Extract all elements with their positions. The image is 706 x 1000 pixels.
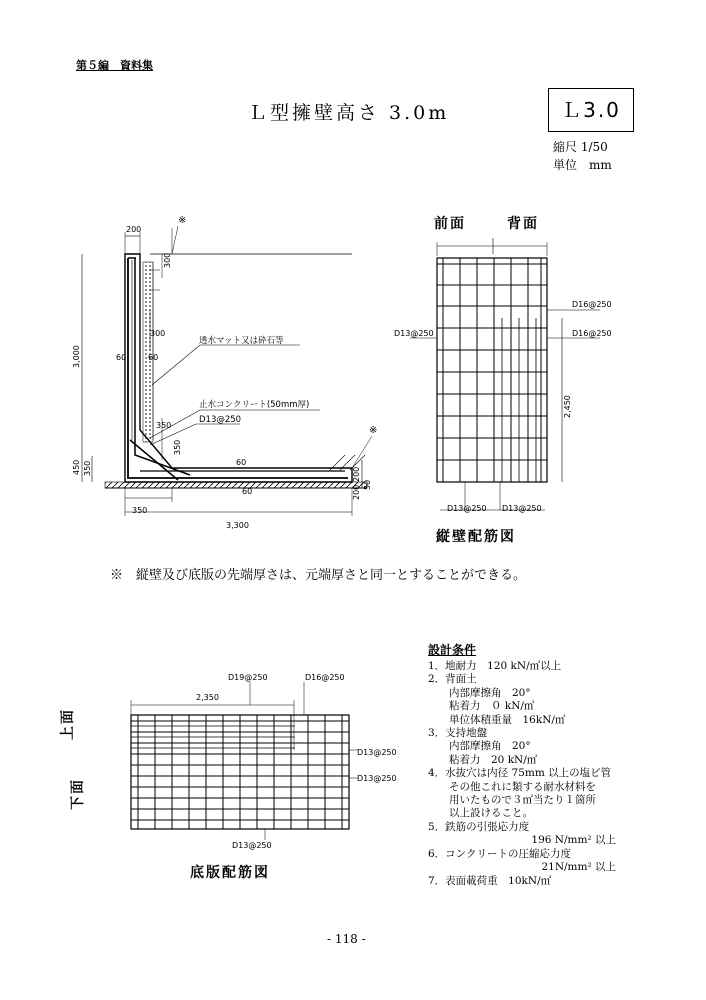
condition-line: 7．表面載荷重 10kN/㎡ <box>428 874 552 887</box>
page-title: Ｌ型擁壁高さ 3.0m <box>248 102 450 124</box>
page-number: - 118 - <box>327 932 366 946</box>
svg-text:前面: 前面 <box>434 216 466 232</box>
svg-text:2,450: 2,450 <box>563 395 572 418</box>
condition-line: 6．コンクリートの圧縮応力度 <box>428 847 571 860</box>
condition-line: 21N/mm² 以上 <box>541 861 616 874</box>
condition-line: 5．鉄筋の引張応力度 <box>428 820 530 833</box>
svg-text:D16@250: D16@250 <box>572 300 612 309</box>
drain-mat <box>143 262 153 442</box>
svg-text:D13@250: D13@250 <box>199 415 242 425</box>
svg-text:下面: 下面 <box>70 778 86 810</box>
condition-line: 3．支持地盤 <box>428 727 488 740</box>
svg-text:300: 300 <box>163 252 172 268</box>
base-slab-labels <box>60 673 397 881</box>
condition-line: 粘着力 ０ kN/㎡ <box>428 700 535 713</box>
svg-text:上面: 上面 <box>60 708 76 740</box>
vertical-wall-view <box>410 238 600 510</box>
svg-text:D13@250: D13@250 <box>357 748 397 757</box>
leveling-concrete <box>105 482 367 488</box>
svg-text:縦壁配筋図: 縦壁配筋図 <box>436 529 516 545</box>
condition-line: 内部摩擦角 20° <box>428 740 531 753</box>
svg-text:3,000: 3,000 <box>72 345 81 368</box>
drawing-code: Ｌ3.0 <box>548 88 634 132</box>
conditions-title: 設計条件 <box>428 643 477 657</box>
svg-text:D13@250: D13@250 <box>394 329 434 338</box>
base-slab-view <box>131 682 358 840</box>
note-text: ※ 縦壁及び底版の先端厚さは、元端厚さと同一とすることができる。 <box>110 568 527 583</box>
unit-text: 単位 mm <box>553 158 612 172</box>
svg-text:60: 60 <box>242 487 253 496</box>
svg-text:D16@250: D16@250 <box>305 673 345 682</box>
condition-line: 2．背面土 <box>428 673 477 686</box>
condition-line: 粘着力 20 kN/㎡ <box>428 753 538 766</box>
svg-text:透水マット又は砕石等: 透水マット又は砕石等 <box>199 336 284 346</box>
svg-text:止水コンクリート(50mm厚): 止水コンクリート(50mm厚) <box>199 400 310 410</box>
condition-line: 内部摩擦角 20° <box>428 686 531 699</box>
svg-text:350: 350 <box>156 421 172 430</box>
svg-text:60: 60 <box>236 458 247 467</box>
wall-outline <box>125 254 352 482</box>
svg-text:D13@250: D13@250 <box>357 774 397 783</box>
condition-line: 以上設けること。 <box>428 807 533 820</box>
svg-text:D13@250: D13@250 <box>447 504 487 513</box>
svg-text:50: 50 <box>363 479 372 490</box>
svg-text:2,350: 2,350 <box>196 693 219 702</box>
svg-text:300: 300 <box>150 329 166 338</box>
condition-line: 単位体積重量 16kN/㎥ <box>428 713 566 726</box>
svg-text:450: 450 <box>72 459 81 475</box>
svg-text:D13@250: D13@250 <box>232 841 272 850</box>
svg-text:背面: 背面 <box>507 216 539 232</box>
section-label: 第５編 資料集 <box>76 59 153 72</box>
svg-text:200: 200 <box>352 484 361 500</box>
svg-text:350: 350 <box>173 439 182 455</box>
svg-text:D19@250: D19@250 <box>228 673 268 682</box>
svg-text:※: ※ <box>369 425 378 436</box>
section-view <box>82 226 372 516</box>
svg-text:D13@250: D13@250 <box>502 504 542 513</box>
svg-text:350: 350 <box>132 506 148 515</box>
svg-text:D16@250: D16@250 <box>572 329 612 338</box>
svg-text:底版配筋図: 底版配筋図 <box>190 865 270 881</box>
svg-text:3,300: 3,300 <box>226 521 249 530</box>
condition-line: 196 N/mm² 以上 <box>531 834 616 847</box>
conditions-list <box>428 660 616 888</box>
condition-line: 1．地耐力 120 kN/㎡以上 <box>428 660 562 672</box>
svg-text:350: 350 <box>83 460 92 476</box>
condition-line: その他これに類する耐水材料を <box>428 780 596 793</box>
scale-text: 縮尺 1/50 <box>553 140 608 154</box>
condition-line: 4．水抜穴は内径 75mm 以上の塩ビ管 <box>428 767 612 780</box>
svg-text:※: ※ <box>178 215 187 226</box>
svg-text:200: 200 <box>126 225 142 234</box>
svg-text:60: 60 <box>116 353 127 362</box>
svg-text:200: 200 <box>352 466 361 482</box>
condition-line: 用いたもので３㎡当たり１箇所 <box>428 794 596 807</box>
svg-text:60: 60 <box>148 353 159 362</box>
